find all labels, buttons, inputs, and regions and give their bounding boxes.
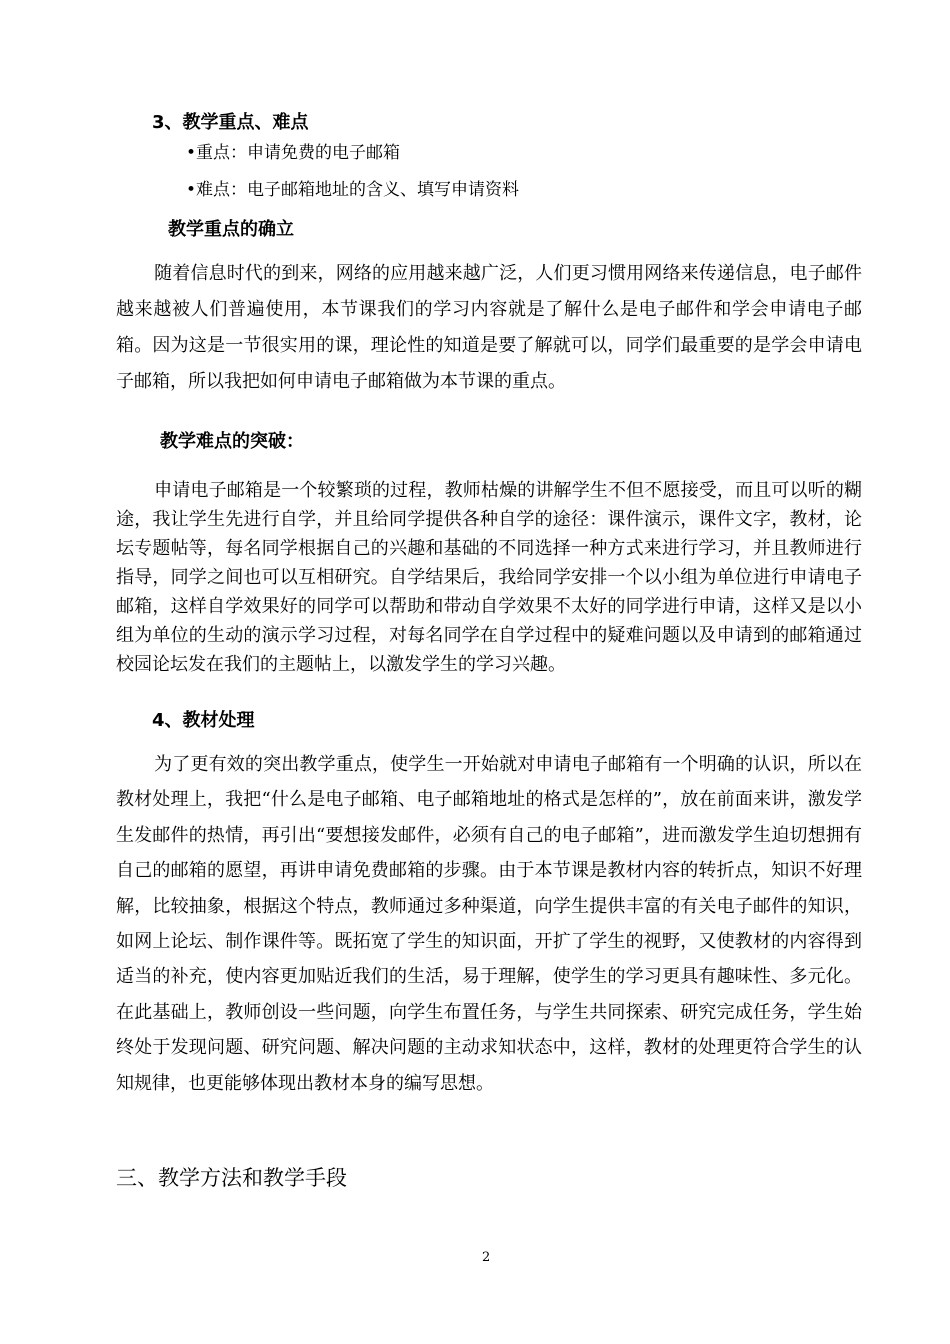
- section-three-heading: 三、教学方法和教学手段: [116, 1166, 347, 1190]
- difficult-point-paragraph: [116, 476, 862, 679]
- s4-paragraph: [116, 747, 862, 1101]
- s4-heading: 4、教材处理: [152, 710, 255, 731]
- s4-text: 为了更有效的突出教学重点，使学生一开始就对申请电子邮箱有一个明确的认识，所以在教材处理上，我把“什么是电子邮箱、电子邮箱地址的格式是怎样的”，放在前面来讲，激发学生发邮件的热情，再引出“要想接发邮件，必须有自己的电子邮箱”，进而激发学生迫切想拥有自己的邮箱的愿望，再讲申请免费邮箱的步骤。由于本节课是教材内容的转折点，知识不好理解，比较抽象，根据这个特点，教师通过多种渠道，向学生提供丰富的有关电子邮件的知识，如网上论坛、制作课件等。既拓宽了学生的知识面，开扩了学生的视野，又使教材的内容得到适当的补充，使内容更加贴近我们的生活，易于理解，使学生的学习更具有趣味性、多元化。在此基础上，教师创设一些问题，向学生布置任务，与学生共同探索、研究完成任务，学生始终处于发现问题、研究问题、解决问题的主动求知状态中，这样，教材的处理更符合学生的认知规律，也更能够体现出教材本身的编写思想。: [116, 754, 862, 1094]
- s3-heading: 3、教学重点、难点: [152, 112, 309, 133]
- difficult-point-heading: 教学难点的突破：: [160, 431, 304, 452]
- bullet-key-point: •重点：申请免费的电子邮箱: [186, 143, 401, 163]
- page-number: 2: [482, 1250, 491, 1265]
- bullet-difficult-point: •难点：电子邮箱地址的含义、填写申请资料: [186, 180, 520, 200]
- difficult-point-text: 申请电子邮箱是一个较繁琐的过程，教师枯燥的讲解学生不但不愿接受，而且可以听的糊途，我让学生先进行自学，并且给同学提供各种自学的途径：课件演示，课件文字，教材，论坛专题帖等，每名同学根据自己的兴趣和基础的不同选择一种方式来进行学习，并且教师进行指导，同学之间也可以互相研究。自学结果后，我给同学安排一个以小组为单位进行申请电子邮箱，这样自学效果好的同学可以帮助和带动自学效果不太好的同学进行申请，这样又是以小组为单位的生动的演示学习过程，对每名同学在自学过程中的疑难问题以及申请到的邮箱通过校园论坛发在我们的主题帖上，以激发学生的学习兴趣。: [116, 480, 862, 675]
- key-point-text: 随着信息时代的到来，网络的应用越来越广泛，人们更习惯用网络来传递信息，电子邮件越来越被人们普遍使用，本节课我们的学习内容就是了解什么是电子邮件和学会申请电子邮箱。因为这是一节很实用的课，理论性的知道是要了解就可以，同学们最重要的是学会申请电子邮箱，所以我把如何申请电子邮箱做为本节课的重点。: [116, 263, 862, 392]
- key-point-heading: 教学重点的确立: [168, 219, 294, 240]
- key-point-paragraph: [116, 256, 862, 400]
